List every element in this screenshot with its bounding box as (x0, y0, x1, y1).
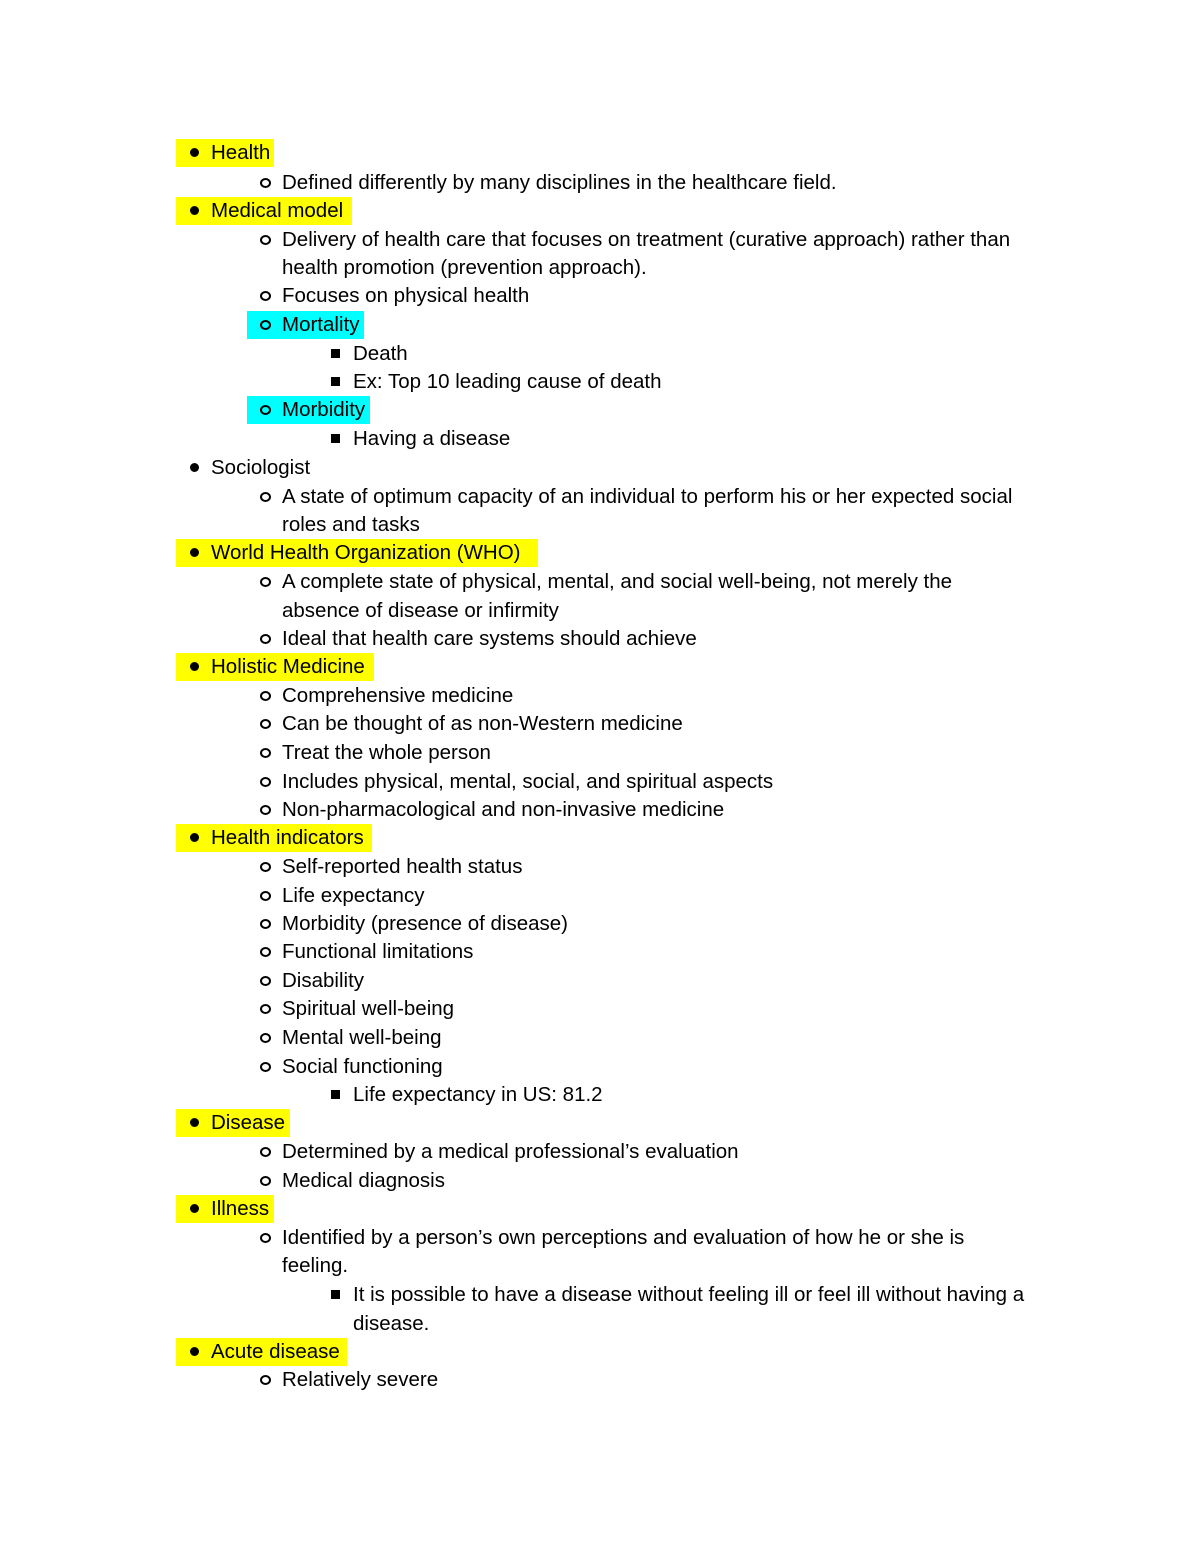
circle-bullet-icon (247, 853, 283, 881)
item-text: Functional limitations (282, 940, 474, 963)
circle-bullet-icon (247, 1053, 283, 1081)
circle-bullet-icon (247, 796, 283, 824)
circle-bullet-icon (247, 483, 283, 511)
disc-bullet-icon (176, 1338, 212, 1366)
disc-bullet-icon (176, 197, 212, 225)
square-bullet-icon (317, 368, 353, 396)
disc-bullet-icon (176, 1195, 212, 1223)
item-text: Relatively severe (282, 1368, 439, 1391)
heading-health-indicators: Health indicators (211, 826, 364, 849)
item-text: Medical diagnosis (282, 1169, 445, 1192)
item-text: Death (353, 342, 408, 365)
item-text: health promotion (prevention approach). (282, 256, 647, 279)
item-text: Mental well-being (282, 1026, 442, 1049)
item-text: Spiritual well-being (282, 997, 455, 1020)
heading-health: Health (211, 141, 271, 164)
circle-bullet-icon (247, 1138, 283, 1166)
item-text: Determined by a medical professional’s evaluation (282, 1140, 739, 1163)
circle-bullet-icon (247, 568, 283, 596)
item-text: disease. (353, 1312, 430, 1335)
circle-bullet-icon (247, 1024, 283, 1052)
item-text: A complete state of physical, mental, and social well-being, not merely the (282, 570, 953, 593)
item-text: Mortality (282, 313, 360, 336)
item-text: It is possible to have a disease without feeling ill or feel ill without having a (353, 1283, 1025, 1306)
circle-bullet-icon (247, 682, 283, 710)
circle-bullet-icon (247, 910, 283, 938)
disc-bullet-icon (176, 454, 212, 482)
circle-bullet-icon (247, 625, 283, 653)
circle-bullet-icon (247, 226, 283, 254)
circle-bullet-icon (247, 1224, 283, 1252)
item-text: Morbidity (presence of disease) (282, 912, 568, 935)
circle-bullet-icon (247, 967, 283, 995)
heading-illness: Illness (211, 1197, 270, 1220)
heading-medical-model: Medical model (211, 199, 344, 222)
heading-acute-disease: Acute disease (211, 1340, 340, 1363)
item-text: Life expectancy (282, 884, 425, 907)
square-bullet-icon (317, 1281, 353, 1309)
item-text: Comprehensive medicine (282, 684, 514, 707)
square-bullet-icon (317, 340, 353, 368)
disc-bullet-icon (176, 139, 212, 167)
circle-bullet-icon (247, 1167, 283, 1195)
square-bullet-icon (317, 1081, 353, 1109)
circle-bullet-icon (247, 938, 283, 966)
item-text: absence of disease or infirmity (282, 599, 559, 622)
item-text: Treat the whole person (282, 741, 491, 764)
item-text: Delivery of health care that focuses on treatment (curative approach) rather than (282, 228, 1011, 251)
circle-bullet-icon (247, 995, 283, 1023)
item-text: Having a disease (353, 427, 511, 450)
item-text: Includes physical, mental, social, and spiritual aspects (282, 770, 774, 793)
item-text: roles and tasks (282, 513, 420, 536)
item-text: Non-pharmacological and non-invasive medicine (282, 798, 725, 821)
item-text: Morbidity (282, 398, 366, 421)
square-bullet-icon (317, 425, 353, 453)
item-text: Social functioning (282, 1055, 443, 1078)
item-text: feeling. (282, 1254, 349, 1277)
circle-bullet-icon (247, 739, 283, 767)
heading-holistic-medicine: Holistic Medicine (211, 655, 365, 678)
disc-bullet-icon (176, 539, 212, 567)
item-text: Defined differently by many disciplines in the healthcare field. (282, 171, 837, 194)
item-text: Focuses on physical health (282, 284, 530, 307)
disc-bullet-icon (176, 653, 212, 681)
circle-bullet-icon (247, 1366, 283, 1394)
circle-bullet-icon (247, 768, 283, 796)
heading-who: World Health Organization (WHO) (211, 541, 521, 564)
item-text: Life expectancy in US: 81.2 (353, 1083, 603, 1106)
item-text: Can be thought of as non-Western medicine (282, 712, 683, 735)
heading-sociologist: Sociologist (211, 456, 311, 479)
circle-bullet-icon (247, 311, 283, 339)
item-text: Identified by a person’s own perceptions and evaluation of how he or she is (282, 1226, 965, 1249)
circle-bullet-icon (247, 282, 283, 310)
disc-bullet-icon (176, 824, 212, 852)
disc-bullet-icon (176, 1109, 212, 1137)
circle-bullet-icon (247, 710, 283, 738)
circle-bullet-icon (247, 396, 283, 424)
item-text: Self-reported health status (282, 855, 523, 878)
circle-bullet-icon (247, 169, 283, 197)
item-text: A state of optimum capacity of an individual to perform his or her expected social (282, 485, 1013, 508)
item-text: Ex: Top 10 leading cause of death (353, 370, 662, 393)
item-text: Ideal that health care systems should achieve (282, 627, 697, 650)
item-text: Disability (282, 969, 365, 992)
heading-disease: Disease (211, 1111, 286, 1134)
circle-bullet-icon (247, 882, 283, 910)
